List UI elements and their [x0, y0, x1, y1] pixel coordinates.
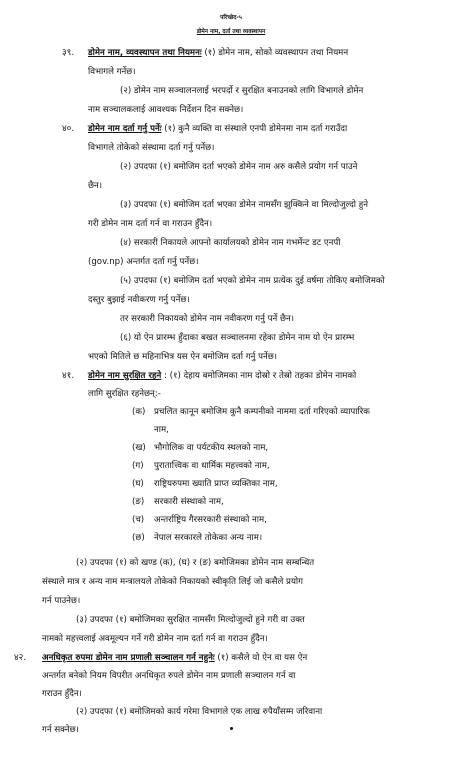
body-line: (३) उपदफा (१) बमोजिमका सुरक्षित नामसँग मिल्दोजुल्दो हुने गरी वा उक्त: [76, 615, 305, 625]
body-line: नाम सञ्चालकलाई आवश्यक निर्देशन दिन सक्नेछ।: [88, 105, 244, 115]
body-line: (२) उपदफा (१) बमोजिमको कार्य गरेमा विभागले एक लाख रुपैयाँसम्म जरिवाना: [76, 707, 323, 717]
body-line: दस्तुर बुझाई नवीकरण गर्नु पर्नेछ।: [88, 295, 190, 305]
list-item: (च) अन्तर्राष्ट्रिय गैरसरकारी संस्थाको नाम,: [132, 515, 267, 525]
body-line: गराउन हुँदैन।: [42, 689, 82, 699]
body-line: तर सरकारी निकायको डोमेन नाम नवीकरण गर्नु पर्ने छैन।: [120, 314, 295, 324]
section-first-line: डोमेन नाम, व्यवस्थापन तथा नियमनः (१) डोमेन नाम, सोको व्यवस्थापन तथा नियमन: [88, 48, 349, 58]
section-heading: डोमेन नाम सुरक्षित रहने: [88, 371, 162, 381]
body-line: भएको मितिले छ महिनाभित्र यस ऐन बमोजिम दर्ता गर्नु पर्नेछ।: [88, 352, 278, 362]
list-item: (ख) भौगोलिक वा पर्यटकीय स्थलको नाम,: [132, 443, 269, 453]
section-number: ३९.: [62, 48, 75, 58]
list-item: (छ) नेपाल सरकारले तोकेका अन्य नाम।: [132, 533, 263, 543]
section-first-line: डोमेन नाम सुरक्षित रहने : (१) देहाय बमोजिमका नाम दोस्रो र तेस्रो तहका डोमेन नामको: [88, 371, 357, 381]
section-heading: डोमेन नाम दर्ता गर्नु पर्नेः: [88, 124, 162, 134]
section-heading: डोमेन नाम, व्यवस्थापन तथा नियमनः: [88, 48, 202, 58]
list-item: (घ) राष्ट्रियरुपमा ख्याति प्राप्त व्यक्तिका नाम,: [132, 479, 278, 489]
body-line: लागि सुरक्षित रहनेछन्:-: [88, 389, 161, 399]
section-first-line: अनधिकृत रुपमा डोमेन नाम प्रणाली सञ्चालन गर्न नहुनेः (१) कसैले यो ऐन वा यस ऐन: [42, 653, 308, 663]
body-line: (५) उपदफा (१) बमोजिम दर्ता भएको डोमेन नाम प्रत्येक दुई वर्षमा तोकिए बमोजिमको: [120, 276, 385, 286]
body-line: (२) उपदफा (१) बमोजिम दर्ता भएको डोमेन नाम अरु कसैले प्रयोग गर्न पाउने: [120, 162, 358, 172]
body-line: (२) उपदफा (१) को खण्ड (क), (घ) र (ङ) बमोजिमका डोमेन नाम सम्बन्धित: [76, 558, 315, 568]
body-line: गर्न पाउनेछ।: [42, 596, 81, 606]
body-line: (६) यो ऐन प्रारम्भ हुँदाका बखत सञ्चालनमा रहेका डोमेन नाम यो ऐन प्रारम्भ: [120, 333, 355, 343]
chapter-subtitle: डोमेन नाम, दर्ता तथा व्यवस्थापन: [196, 29, 266, 35]
page-dot: [230, 727, 233, 730]
section-number: ४०.: [62, 124, 75, 134]
body-line: गर्न सक्नेछ।: [42, 725, 79, 735]
body-line: नामको महत्त्वलाई अवमूल्यन गर्ने गरी डोमेन नाम दर्ता गर्न वा गराउन हुँदैन।: [42, 634, 268, 644]
list-item: (ग) पुरातात्त्विक वा धार्मिक महत्त्वको नाम,: [132, 461, 270, 471]
body-line: (४) सरकारी निकायले आफ्नो कार्यालयको डोमेन नाम गभर्मेन्ट डट एनपी: [120, 238, 341, 248]
body-line: (३) उपदफा (१) बमोजिम दर्ता भएका डोमेन नामसँग झुक्किने वा मिल्दोजुल्दो हुने: [120, 200, 369, 210]
section-first-line: डोमेन नाम दर्ता गर्नु पर्नेः (१) कुनै व्यक्ति वा संस्थाले एनपी डोमेनमा नाम दर्ता गराउँदा: [88, 124, 348, 134]
body-line: विभागले तोकेको संस्थामा दर्ता गर्नु पर्नेछ।: [88, 143, 215, 153]
list-item: (ङ) सरकारी संस्थाको नाम,: [132, 497, 224, 507]
section-number: ४१.: [62, 371, 75, 381]
body-line: विभागले गर्नेछ।: [88, 67, 136, 77]
list-item: नाम,: [154, 425, 169, 435]
body-line: (२) डोमेन नाम सञ्चालनलाई भरपर्दो र सुरक्षित बनाउनको लागि विभागले डोमेन: [120, 86, 364, 96]
list-item: (क) प्रचलित कानून बमोजिम कुनै कम्पनीको नाममा दर्ता गरिएको व्यापारिक: [132, 407, 370, 417]
body-line: अन्तर्गत बनेको नियम विपरीत अनधिकृत रुपले डोमेन नाम प्रणाली सञ्चालन गर्न वा: [42, 671, 296, 681]
body-line: गरी डोमेन नाम दर्ता गर्न वा गराउन हुँदैन।: [88, 219, 213, 229]
section-number: ४२.: [14, 653, 27, 663]
body-line: छैन।: [88, 181, 103, 191]
section-heading: अनधिकृत रुपमा डोमेन नाम प्रणाली सञ्चालन गर्न नहुनेः: [42, 653, 215, 663]
chapter-heading: परिच्छेद-५: [220, 15, 242, 21]
body-line: (gov.np) अन्तर्गत दर्ता गर्नु पर्नेछ।: [88, 257, 199, 267]
body-line: संस्थाले मात्र र अन्य नाम मन्त्रालयले तोकेको निकायको स्वीकृति लिई जो कसैले प्रयोग: [42, 577, 303, 587]
